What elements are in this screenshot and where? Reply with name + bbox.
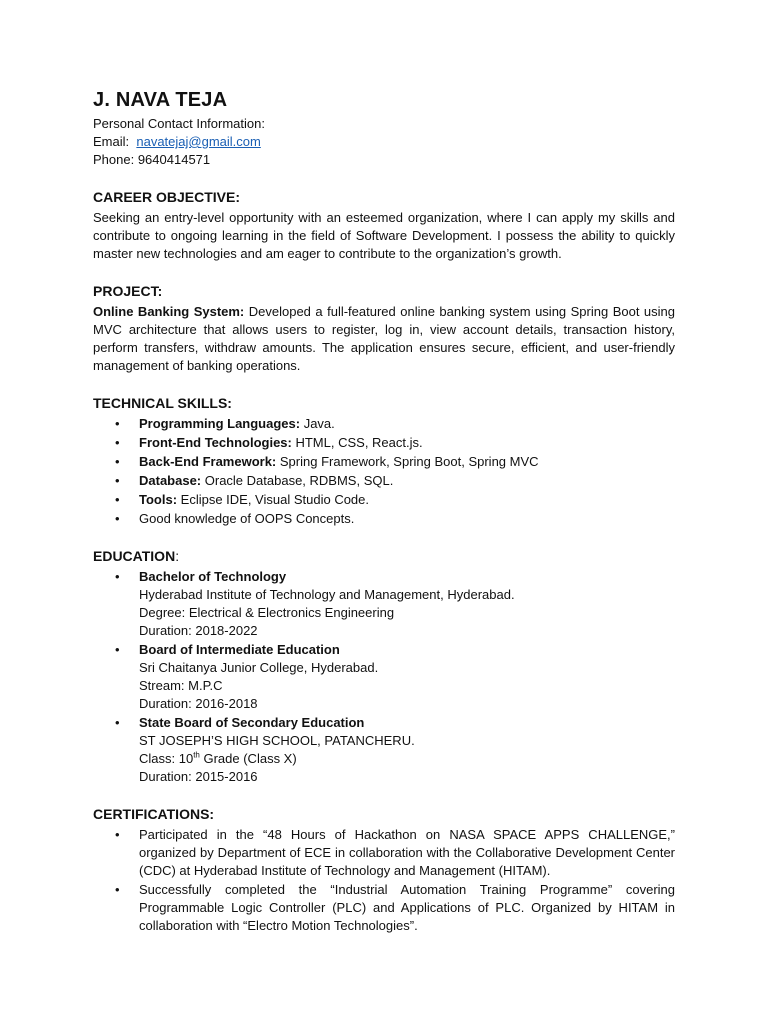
bullet-icon: •: [115, 569, 120, 584]
bullet-icon: •: [115, 882, 120, 897]
skill-label: Programming Languages:: [139, 416, 301, 431]
education-line: ST JOSEPH’S HIGH SCHOOL, PATANCHERU.: [139, 733, 415, 748]
education-item: [93, 641, 675, 713]
education-heading: [93, 546, 675, 566]
skill-value: Spring Framework, Spring Boot, Spring MVC: [276, 454, 539, 469]
email-link[interactable]: navatejaj@gmail.com: [136, 134, 261, 149]
email-line: [93, 133, 675, 151]
skill-label: Front-End Technologies:: [139, 435, 292, 450]
bullet-icon: •: [115, 416, 120, 431]
certification-text: Successfully completed the “Industrial Automation Training Programme” covering Programmable Logic Controller (PLC) and Applications of PLC. Organized by HITAM in collaboration with “Electro Motion Technologies”.: [139, 882, 675, 933]
certification-item: [93, 881, 675, 935]
skill-value: Good knowledge of OOPS Concepts.: [139, 511, 355, 526]
phone-number: 9640414571: [137, 152, 211, 167]
education-item: [93, 714, 675, 786]
education-line: Hyderabad Institute of Technology and Management, Hyderabad.: [139, 587, 515, 602]
education-line: Sri Chaitanya Junior College, Hyderabad.: [139, 660, 379, 675]
education-list: [93, 568, 675, 786]
education-heading-colon: :: [175, 548, 180, 564]
bullet-icon: •: [115, 454, 120, 469]
education-line: Duration: 2018-2022: [139, 623, 258, 638]
skill-label: Back-End Framework:: [139, 454, 277, 469]
candidate-name: J. NAVA TEJA: [93, 89, 228, 111]
class-suffix: Grade (Class X): [199, 751, 297, 766]
project-text: Developed a full-featured online banking system using Spring Boot using MVC architecture that allows users to register, log in, view account details, transaction history, perform transfers, withdraw amounts. The application ensures secure, efficient, and user-friendly management of banking operations.: [93, 304, 675, 373]
education-line: Duration: 2015-2016: [139, 769, 258, 784]
certification-item: [93, 826, 675, 880]
skill-item: [93, 472, 675, 490]
education-heading-text: EDUCATION: [93, 548, 176, 564]
bullet-icon: •: [115, 642, 120, 657]
certifications-list: [93, 826, 675, 935]
education-title: Bachelor of Technology: [139, 569, 287, 584]
skills-list: [93, 415, 675, 528]
skill-value: Oracle Database, RDBMS, SQL.: [201, 473, 394, 488]
bullet-icon: •: [115, 435, 120, 450]
education-line: Duration: 2016-2018: [139, 696, 258, 711]
career-objective-heading: CAREER OBJECTIVE:: [93, 189, 241, 205]
skill-value: Java.: [300, 416, 335, 431]
bullet-icon: •: [115, 492, 120, 507]
project-heading: PROJECT:: [93, 283, 163, 299]
email-label: Email:: [93, 134, 130, 149]
certifications-heading: CERTIFICATIONS:: [93, 806, 215, 822]
resume-content: [93, 87, 675, 936]
skill-label: Database:: [139, 473, 202, 488]
bullet-icon: •: [115, 473, 120, 488]
class-prefix: Class: 10: [139, 751, 194, 766]
education-line: Degree: Electrical & Electronics Engineering: [139, 605, 395, 620]
phone-label: Phone:: [93, 152, 135, 167]
project-description: [93, 303, 675, 375]
skill-item: [93, 415, 675, 433]
skill-item: [93, 453, 675, 471]
education-class-line: [139, 750, 675, 768]
skill-item: [93, 434, 675, 452]
education-line: Stream: M.P.C: [139, 678, 223, 693]
class-superscript: th: [193, 750, 200, 760]
certification-text: Participated in the “48 Hours of Hackathon on NASA SPACE APPS CHALLENGE,” organized by Department of ECE in collaboration with the Collaborative Development Center (CDC) at Hyderabad Institute of Technology and Management (HITAM).: [139, 827, 675, 878]
skill-item: [93, 491, 675, 509]
bullet-icon: •: [115, 827, 120, 842]
skill-value: HTML, CSS, React.js.: [291, 435, 423, 450]
education-item: [93, 568, 675, 640]
education-title: State Board of Secondary Education: [139, 715, 365, 730]
skills-heading: TECHNICAL SKILLS:: [93, 395, 232, 411]
project-title: Online Banking System:: [93, 304, 245, 319]
skill-value: Eclipse IDE, Visual Studio Code.: [177, 492, 370, 507]
skill-item: [93, 510, 675, 528]
bullet-icon: •: [115, 715, 120, 730]
bullet-icon: •: [115, 511, 120, 526]
education-title: Board of Intermediate Education: [139, 642, 340, 657]
skill-label: Tools:: [139, 492, 178, 507]
contact-label: Personal Contact Information:: [93, 116, 265, 131]
career-objective-text: Seeking an entry-level opportunity with an esteemed organization, where I can apply my skills and contribute to ongoing learning in the field of Software Development. I possess the ability to quickly master new technologies and am eager to contribute to the organization’s growth.: [93, 210, 675, 261]
phone-line: [93, 151, 675, 169]
